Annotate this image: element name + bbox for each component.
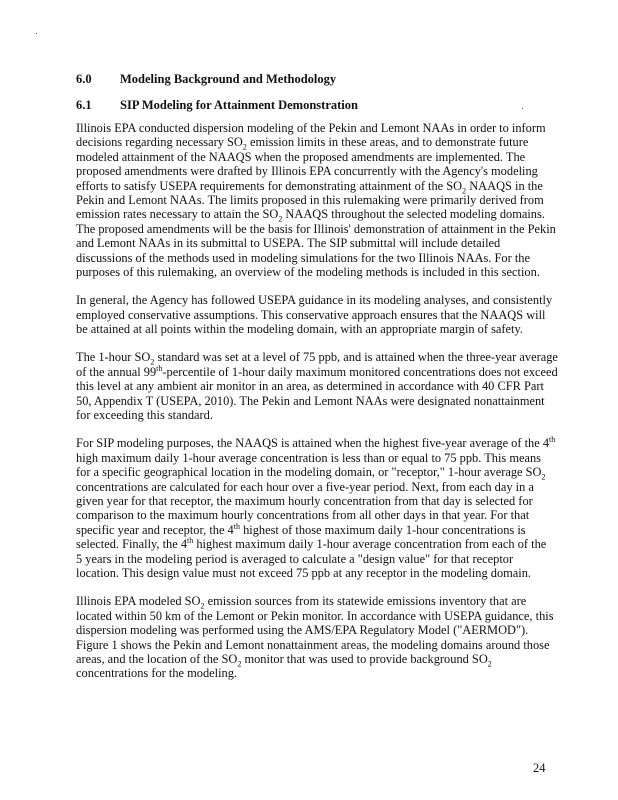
- text-line: Pekin and Lemont NAAs. The limits proposed in this rulemaking were primarily derived from: [76, 192, 544, 207]
- text-line: concentrations are calculated for each hour over a five-year period. Next, from each day in a: [76, 479, 534, 494]
- text-line: located within 50 km of the Lemont or Pekin monitor. In accordance with USEPA guidance, this: [76, 608, 554, 623]
- text-line: decisions regarding necessary $SO_2$ emission limits in these areas, and to demonstrate future: [76, 135, 529, 152]
- text-line: proposed amendments were drafted by Illinois EPA concurrently with the Agency's modeling: [76, 164, 538, 179]
- text-line: this level at any ambient air monitor in an area, as determined in accordance with 40 CFR Part: [76, 379, 544, 394]
- section-title: SIP Modeling for Attainment Demonstration: [120, 98, 358, 112]
- text-line: given year for that receptor, the maximum hourly concentration from that day is selected for: [76, 493, 533, 508]
- text-line: For SIP modeling purposes, the NAAQS is attained when the highest five-year average of the 4th: [76, 435, 556, 451]
- text-line: high maximum daily 1-hour average concentration is less than or equal to 75 ppb. This means: [76, 450, 541, 465]
- text-line: emission rates necessary to attain the $SO_2$ NAAQS throughout the selected modeling domains.: [76, 207, 545, 224]
- text-line: for a specific geographical location in the modeling domain, or "receptor," 1-hour average $SO_2$: [76, 465, 546, 482]
- text-line: concentrations for the modeling.: [76, 666, 238, 681]
- section-heading-6-1: [76, 98, 358, 113]
- text-line: purposes of this rulemaking, an overview of the modeling methods is included in this section.: [76, 264, 540, 279]
- text-line: discussions of the methods used in modeling simulations for the two Illinois NAAs. For the: [76, 250, 530, 265]
- text-line: efforts to satisfy USEPA requirements for demonstrating attainment of the $SO_2$ NAAQS in the: [76, 178, 543, 196]
- text-line: Figure 1 shows the Pekin and Lemont nonattainment areas, the modeling domains around those: [76, 637, 550, 652]
- text-line: The proposed amendments will be the basis for Illinois' demonstration of attainment in the Pekin: [76, 221, 556, 236]
- text-line: for exceeding this standard.: [76, 408, 213, 423]
- text-line: 50, Appendix T (USEPA, 2010). The Pekin and Lemont NAAs were designated nonattainment: [76, 393, 545, 408]
- subscript: 2: [242, 142, 247, 152]
- text-line: In general, the Agency has followed USEPA guidance in its modeling analyses, and consistently: [76, 293, 553, 308]
- superscript: th: [549, 435, 556, 445]
- body-text: [76, 121, 556, 695]
- text-line: 5 years in the modeling period is averaged to calculate a "design value" for that receptor: [76, 551, 514, 566]
- page-number: 24: [533, 761, 546, 775]
- paragraph-intro: [76, 121, 556, 279]
- superscript: th: [187, 536, 194, 546]
- paragraph-general-approach: [76, 293, 556, 336]
- subscript: 2: [237, 659, 242, 669]
- text-line: modeled attainment of the NAAQS when the proposed amendments are implemented. The: [76, 149, 526, 164]
- text-line: selected. Finally, the 4th highest maximum daily 1-hour average concentration from each of the: [76, 536, 547, 552]
- subscript: 2: [541, 472, 546, 482]
- section-heading-6-0: [76, 72, 336, 87]
- text-line: The 1-hour $SO_2$ standard was set at a level of 75 ppb, and is attained when the three-year average: [76, 350, 558, 367]
- text-line: Illinois EPA modeled $SO_2$ emission sources from its statewide emissions inventory that are: [76, 594, 527, 611]
- text-line: employed conservative assumptions. This conservative approach ensures that the NAAQS will: [76, 307, 546, 322]
- paragraph-sip-modeling: [76, 436, 556, 580]
- subscript: 2: [462, 186, 467, 196]
- section-number: 6.1: [76, 98, 92, 112]
- scan-speck: [36, 33, 37, 34]
- text-line: areas, and the location of the $SO_2$ monitor that was used to provide background $SO_2$: [76, 651, 492, 669]
- subscript: 2: [150, 357, 155, 367]
- text-line: location. This design value must not exceed 75 ppb at any receptor in the modeling domain.: [76, 565, 532, 580]
- text-line: specific year and receptor, the 4th highest of those maximum daily 1-hour concentrations is: [76, 521, 526, 537]
- subscript: 2: [487, 659, 492, 669]
- paragraph-emission-sources: [76, 594, 556, 680]
- text-line: of the annual 99th-percentile of 1-hour daily maximum monitored concentrations does not exceed: [76, 363, 558, 379]
- scan-speck: [522, 108, 523, 109]
- text-line: dispersion modeling was performed using the AMS/EPA Regulatory Model ("AERMOD").: [76, 623, 529, 638]
- superscript: th: [233, 521, 240, 531]
- text-line: and Lemont NAAs in its submittal to USEPA. The SIP submittal will include detailed: [76, 236, 501, 251]
- subscript: 2: [200, 601, 205, 611]
- section-number: 6.0: [76, 72, 92, 86]
- text-line: Illinois EPA conducted dispersion modeling of the Pekin and Lemont NAAs in order to inform: [76, 121, 546, 135]
- text-line: comparison to the maximum hourly concentrations from all other days in that year. For that: [76, 508, 530, 523]
- subscript: 2: [278, 214, 283, 224]
- superscript: th: [156, 363, 163, 373]
- text-line: be attained at all points within the modeling domain, with an appropriate margin of safety.: [76, 322, 523, 337]
- paragraph-one-hour-standard: [76, 350, 556, 422]
- section-title: Modeling Background and Methodology: [120, 72, 337, 86]
